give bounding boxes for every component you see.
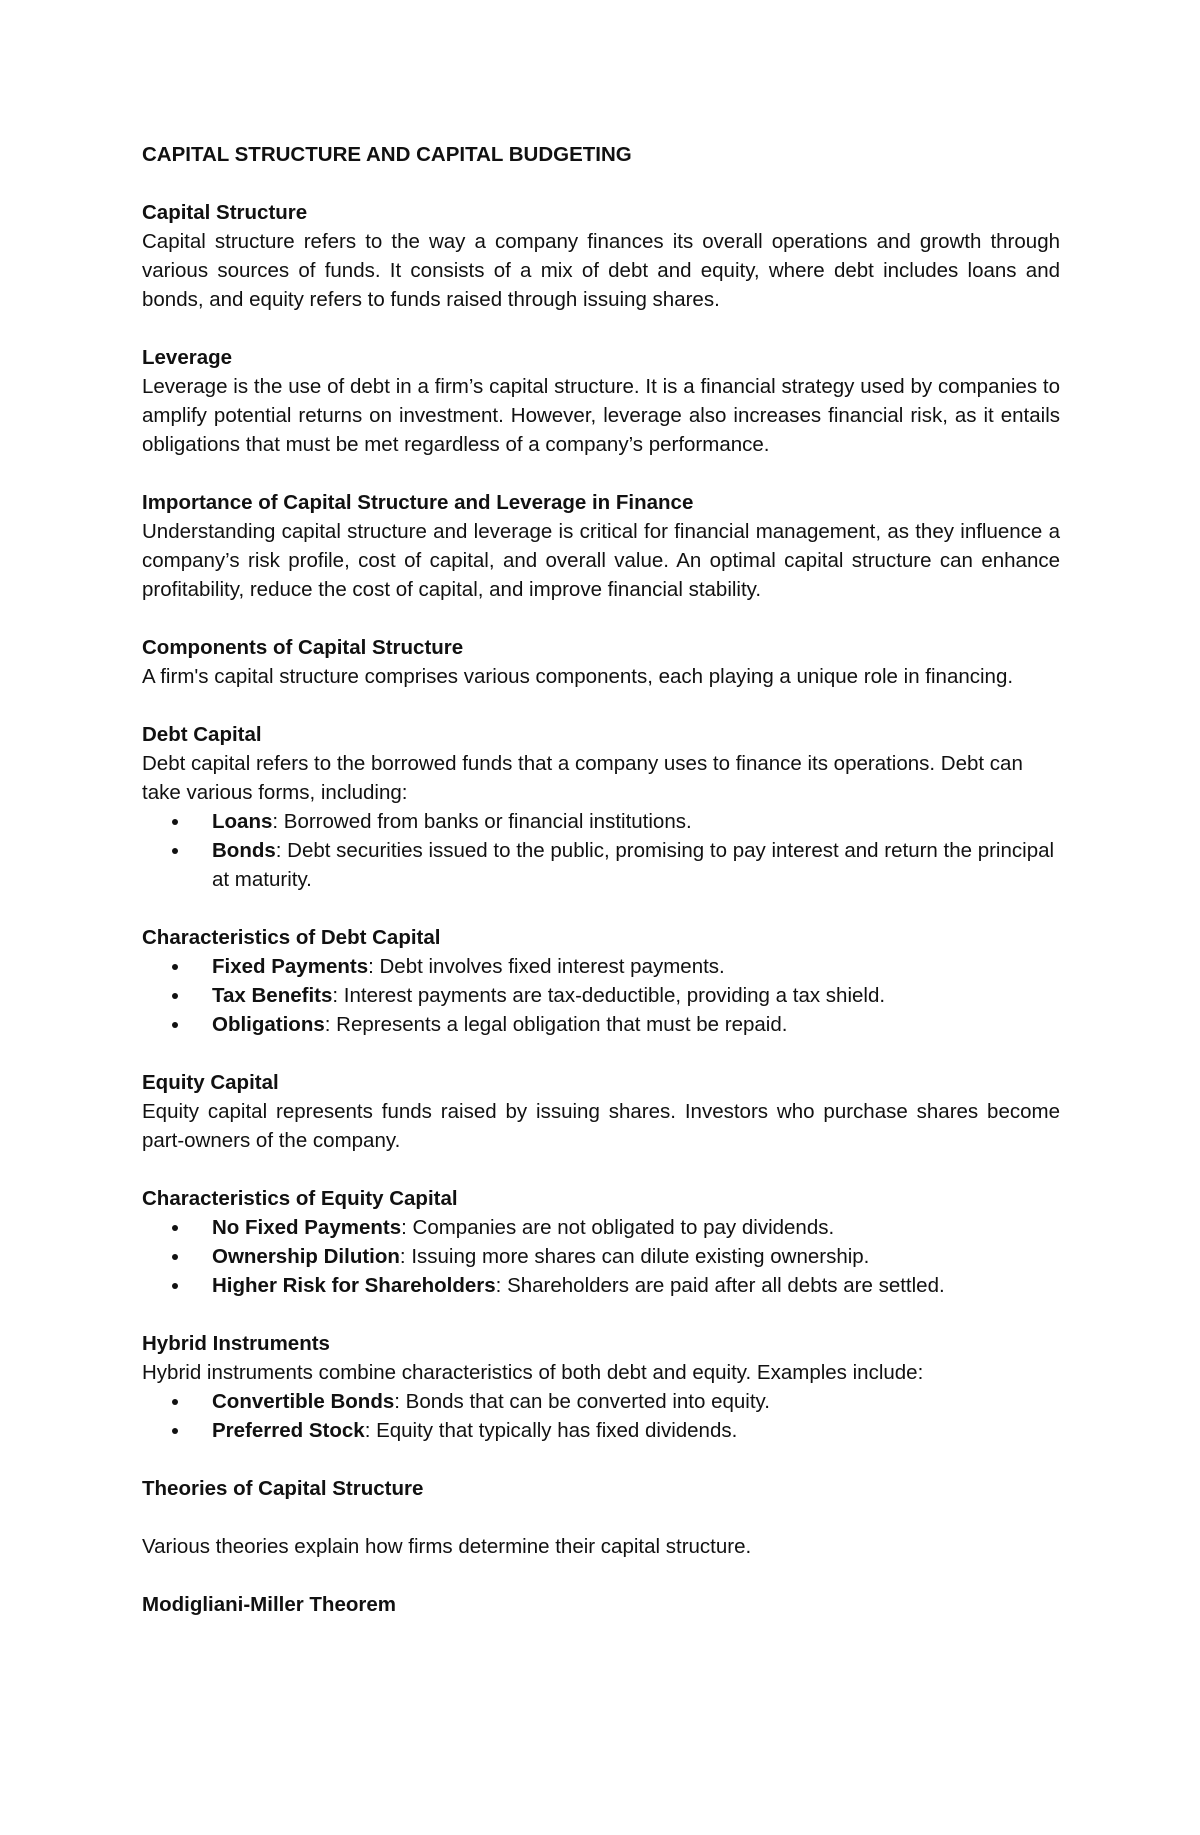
section-heading: Modigliani-Miller Theorem — [142, 1593, 396, 1616]
section-paragraph: Understanding capital structure and leverage is critical for financial management, as they influence a company’s risk profile, cost of capital, and overall value. An optimal capital structure can enhance profitability, reduce the cost of capital, and improve financial stability. — [142, 520, 1060, 601]
bullet-icon — [172, 1283, 178, 1289]
section-heading: Debt Capital — [142, 723, 262, 746]
section-equity-characteristics — [142, 1184, 1060, 1300]
section-debt-capital — [142, 720, 1060, 894]
section-paragraph: Leverage is the use of debt in a firm’s capital structure. It is a financial strategy used by companies to amplify potential returns on investment. However, leverage also increases financial risk, as it entails obligations that must be met regardless of a company’s performance. — [142, 375, 1060, 456]
document-title: CAPITAL STRUCTURE AND CAPITAL BUDGETING — [142, 143, 632, 166]
list-item-term: Loans — [212, 810, 273, 833]
list-item-term: Preferred Stock — [212, 1419, 365, 1442]
list-item — [212, 1271, 1060, 1300]
section-capital-structure — [142, 198, 1060, 314]
bullet-icon — [172, 1428, 178, 1434]
section-heading: Leverage — [142, 346, 233, 369]
section-leverage — [142, 343, 1060, 459]
section-paragraph: Equity capital represents funds raised by issuing shares. Investors who purchase shares become part-owners of the company. — [142, 1100, 1060, 1152]
list-item-term: Obligations — [212, 1013, 325, 1036]
section-paragraph: Capital structure refers to the way a company finances its overall operations and growth through various sources of funds. It consists of a mix of debt and equity, where debt includes loans and bonds, and equity refers to funds raised through issuing shares. — [142, 230, 1060, 311]
list-item — [212, 1416, 1060, 1445]
bullet-list — [142, 952, 1060, 1039]
bullet-icon — [172, 1254, 178, 1260]
list-item-text: : Shareholders are paid after all debts are settled. — [495, 1274, 945, 1297]
blank-line — [142, 1503, 1060, 1532]
bullet-icon — [172, 964, 178, 970]
list-item-term: Ownership Dilution — [212, 1245, 400, 1268]
document-page — [142, 140, 1060, 1648]
section-heading: Characteristics of Debt Capital — [142, 926, 441, 949]
list-item-term: Bonds — [212, 839, 276, 862]
list-item-text: : Equity that typically has fixed dividends. — [364, 1419, 738, 1442]
bullet-list — [142, 1387, 1060, 1445]
section-paragraph: Debt capital refers to the borrowed funds that a company uses to finance its operations. Debt can take various forms, including: — [142, 752, 1023, 804]
list-item-text: : Debt securities issued to the public, promising to pay interest and return the principal at maturity. — [212, 839, 1055, 891]
section-hybrid-instruments — [142, 1329, 1060, 1445]
list-item — [212, 981, 1060, 1010]
list-item-term: No Fixed Payments — [212, 1216, 402, 1239]
list-item-text: : Issuing more shares can dilute existing ownership. — [399, 1245, 870, 1268]
section-heading: Equity Capital — [142, 1071, 279, 1094]
list-item-term: Fixed Payments — [212, 955, 369, 978]
list-item — [212, 807, 1060, 836]
list-item-text: : Companies are not obligated to pay dividends. — [401, 1216, 835, 1239]
bullet-list — [142, 807, 1060, 894]
list-item-term: Higher Risk for Shareholders — [212, 1274, 496, 1297]
list-item — [212, 952, 1060, 981]
bullet-icon — [172, 993, 178, 999]
list-item-term: Tax Benefits — [212, 984, 333, 1007]
bullet-icon — [172, 1399, 178, 1405]
list-item — [212, 836, 1060, 894]
section-heading: Components of Capital Structure — [142, 636, 464, 659]
list-item-text: : Interest payments are tax-deductible, providing a tax shield. — [332, 984, 886, 1007]
list-item — [212, 1387, 1060, 1416]
section-modigliani-miller — [142, 1590, 1060, 1619]
section-importance — [142, 488, 1060, 604]
section-components — [142, 633, 1060, 691]
bullet-icon — [172, 819, 178, 825]
section-paragraph: Various theories explain how firms determine their capital structure. — [142, 1535, 752, 1558]
section-heading: Characteristics of Equity Capital — [142, 1187, 458, 1210]
list-item-text: : Borrowed from banks or financial institutions. — [272, 810, 692, 833]
section-equity-capital — [142, 1068, 1060, 1155]
section-paragraph: Hybrid instruments combine characteristics of both debt and equity. Examples include: — [142, 1361, 924, 1384]
section-debt-characteristics — [142, 923, 1060, 1039]
list-item-text: : Bonds that can be converted into equity. — [394, 1390, 770, 1413]
section-heading: Importance of Capital Structure and Leverage in Finance — [142, 491, 694, 514]
bullet-icon — [172, 1225, 178, 1231]
list-item — [212, 1242, 1060, 1271]
bullet-list — [142, 1213, 1060, 1300]
list-item-text: : Debt involves fixed interest payments. — [368, 955, 725, 978]
section-paragraph: A firm's capital structure comprises various components, each playing a unique role in financing. — [142, 665, 1014, 688]
list-item — [212, 1213, 1060, 1242]
list-item-term: Convertible Bonds — [212, 1390, 395, 1413]
section-heading: Capital Structure — [142, 201, 308, 224]
section-heading: Theories of Capital Structure — [142, 1477, 424, 1500]
list-item-text: : Represents a legal obligation that must be repaid. — [324, 1013, 788, 1036]
section-theories — [142, 1474, 1060, 1561]
section-heading: Hybrid Instruments — [142, 1332, 330, 1355]
bullet-icon — [172, 1022, 178, 1028]
bullet-icon — [172, 848, 178, 854]
list-item — [212, 1010, 1060, 1039]
